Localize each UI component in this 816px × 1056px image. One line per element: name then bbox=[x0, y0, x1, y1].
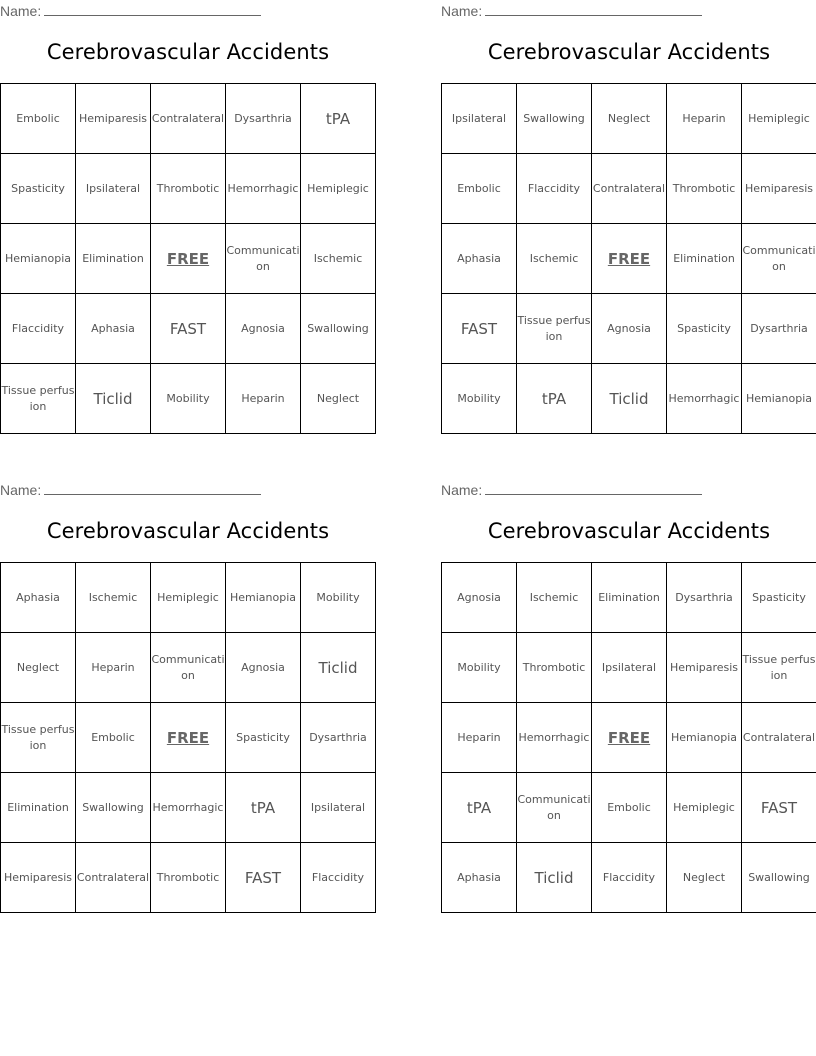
bingo-row bbox=[1, 224, 376, 294]
bingo-cell[interactable]: Ipsilateral bbox=[76, 154, 151, 224]
bingo-cell[interactable]: Agnosia bbox=[226, 294, 301, 364]
free-space-cell[interactable]: FREE bbox=[151, 224, 226, 294]
bingo-cell[interactable]: Thrombotic bbox=[151, 843, 226, 913]
bingo-row bbox=[1, 154, 376, 224]
bingo-cell[interactable]: Flaccidity bbox=[1, 294, 76, 364]
bingo-cell[interactable]: Ischemic bbox=[76, 563, 151, 633]
bingo-cell[interactable]: Embolic bbox=[1, 84, 76, 154]
bingo-row bbox=[1, 364, 376, 434]
bingo-cell[interactable]: Contralateral bbox=[76, 843, 151, 913]
card-title: Cerebrovascular Accidents bbox=[46, 519, 330, 543]
bingo-cell[interactable]: Spasticity bbox=[226, 703, 301, 773]
bingo-cell[interactable]: Agnosia bbox=[592, 294, 667, 364]
bingo-cell[interactable]: Hemorrhagic bbox=[667, 364, 742, 434]
bingo-cell[interactable]: Contralateral bbox=[742, 703, 816, 773]
bingo-cell[interactable]: Hemorrhagic bbox=[151, 773, 226, 843]
bingo-grid bbox=[0, 83, 376, 434]
bingo-cell[interactable]: Hemiparesis bbox=[742, 154, 816, 224]
bingo-cell[interactable]: Heparin bbox=[226, 364, 301, 434]
bingo-cell[interactable]: Hemianopia bbox=[742, 364, 816, 434]
bingo-cell[interactable]: tPA bbox=[442, 773, 517, 843]
bingo-cell[interactable]: Hemiparesis bbox=[1, 843, 76, 913]
bingo-row bbox=[1, 703, 376, 773]
bingo-cell[interactable]: Hemiparesis bbox=[76, 84, 151, 154]
bingo-cell[interactable]: Aphasia bbox=[1, 563, 76, 633]
bingo-row bbox=[442, 154, 816, 224]
bingo-row bbox=[442, 224, 816, 294]
bingo-cell[interactable]: Hemiparesis bbox=[667, 633, 742, 703]
card-title: Cerebrovascular Accidents bbox=[487, 519, 771, 543]
bingo-cell[interactable]: Hemiplegic bbox=[151, 563, 226, 633]
bingo-cell[interactable]: Ischemic bbox=[301, 224, 376, 294]
bingo-cell[interactable]: Spasticity bbox=[742, 563, 816, 633]
bingo-cell[interactable]: Heparin bbox=[442, 703, 517, 773]
bingo-row bbox=[1, 773, 376, 843]
bingo-cell[interactable]: Dysarthria bbox=[226, 84, 301, 154]
bingo-row bbox=[1, 843, 376, 913]
bingo-row bbox=[1, 633, 376, 703]
bingo-cell[interactable]: Elimination bbox=[1, 773, 76, 843]
name-label: Name: bbox=[0, 3, 42, 19]
bingo-grid bbox=[441, 562, 816, 913]
card-title: Cerebrovascular Accidents bbox=[487, 40, 771, 64]
bingo-cell[interactable]: Agnosia bbox=[226, 633, 301, 703]
bingo-cell[interactable]: Thrombotic bbox=[151, 154, 226, 224]
bingo-cell[interactable]: Tissue perfusion bbox=[517, 294, 592, 364]
free-space-cell[interactable]: FREE bbox=[151, 703, 226, 773]
bingo-cell[interactable]: tPA bbox=[226, 773, 301, 843]
bingo-cell[interactable]: Embolic bbox=[442, 154, 517, 224]
free-space-cell[interactable]: FREE bbox=[592, 703, 667, 773]
bingo-cell[interactable]: Thrombotic bbox=[517, 633, 592, 703]
bingo-cell[interactable]: Elimination bbox=[76, 224, 151, 294]
bingo-cell[interactable]: Flaccidity bbox=[517, 154, 592, 224]
name-label: Name: bbox=[441, 482, 483, 498]
bingo-cell[interactable]: Tissue perfusion bbox=[1, 703, 76, 773]
bingo-cell[interactable]: Aphasia bbox=[442, 843, 517, 913]
bingo-cell[interactable]: Mobility bbox=[442, 633, 517, 703]
bingo-cell[interactable]: Elimination bbox=[592, 563, 667, 633]
bingo-row bbox=[1, 294, 376, 364]
bingo-cell[interactable]: Hemiplegic bbox=[742, 84, 816, 154]
bingo-cell[interactable]: Communication bbox=[742, 224, 816, 294]
bingo-cell[interactable]: Communication bbox=[151, 633, 226, 703]
bingo-cell[interactable]: Neglect bbox=[592, 84, 667, 154]
bingo-cell[interactable]: Dysarthria bbox=[667, 563, 742, 633]
card-title: Cerebrovascular Accidents bbox=[46, 40, 330, 64]
name-field[interactable] bbox=[0, 2, 261, 19]
bingo-cell[interactable]: Ticlid bbox=[301, 633, 376, 703]
bingo-row bbox=[442, 563, 816, 633]
bingo-cell[interactable]: Heparin bbox=[667, 84, 742, 154]
bingo-cell[interactable]: Contralateral bbox=[151, 84, 226, 154]
bingo-cell[interactable]: Tissue perfusion bbox=[742, 633, 816, 703]
name-label: Name: bbox=[441, 3, 483, 19]
bingo-cell[interactable]: Flaccidity bbox=[592, 843, 667, 913]
name-blank-line[interactable] bbox=[44, 481, 261, 495]
bingo-cell[interactable]: Spasticity bbox=[667, 294, 742, 364]
bingo-row bbox=[442, 703, 816, 773]
name-field[interactable] bbox=[441, 481, 702, 498]
bingo-cell[interactable]: Dysarthria bbox=[742, 294, 816, 364]
bingo-cell[interactable]: Embolic bbox=[76, 703, 151, 773]
bingo-row bbox=[442, 633, 816, 703]
bingo-cell[interactable]: Hemorrhagic bbox=[226, 154, 301, 224]
bingo-cell[interactable]: Swallowing bbox=[742, 843, 816, 913]
bingo-cell[interactable]: Neglect bbox=[301, 364, 376, 434]
bingo-cell[interactable]: Mobility bbox=[301, 563, 376, 633]
bingo-cell[interactable]: Ipsilateral bbox=[301, 773, 376, 843]
free-space-cell[interactable]: FREE bbox=[592, 224, 667, 294]
bingo-cell[interactable]: Ischemic bbox=[517, 224, 592, 294]
bingo-cell[interactable]: Mobility bbox=[151, 364, 226, 434]
bingo-cell[interactable]: Ipsilateral bbox=[442, 84, 517, 154]
bingo-cell[interactable]: Thrombotic bbox=[667, 154, 742, 224]
bingo-cell[interactable]: Ticlid bbox=[517, 843, 592, 913]
name-field[interactable] bbox=[0, 481, 261, 498]
bingo-grid bbox=[441, 83, 816, 434]
bingo-cell[interactable]: Elimination bbox=[667, 224, 742, 294]
bingo-cell[interactable]: Ticlid bbox=[592, 364, 667, 434]
bingo-cell[interactable]: Hemiplegic bbox=[667, 773, 742, 843]
bingo-row bbox=[1, 563, 376, 633]
bingo-cell[interactable]: Hemianopia bbox=[226, 563, 301, 633]
bingo-cell[interactable]: Ipsilateral bbox=[592, 633, 667, 703]
bingo-cell[interactable]: Heparin bbox=[76, 633, 151, 703]
bingo-cell[interactable]: Mobility bbox=[442, 364, 517, 434]
bingo-row bbox=[442, 773, 816, 843]
bingo-cell[interactable]: Neglect bbox=[667, 843, 742, 913]
bingo-row bbox=[442, 843, 816, 913]
bingo-cell[interactable]: FAST bbox=[151, 294, 226, 364]
bingo-cell[interactable]: Flaccidity bbox=[301, 843, 376, 913]
bingo-cell[interactable]: Spasticity bbox=[1, 154, 76, 224]
bingo-row bbox=[442, 294, 816, 364]
bingo-cell[interactable]: FAST bbox=[742, 773, 816, 843]
bingo-cell[interactable]: Aphasia bbox=[76, 294, 151, 364]
bingo-cell[interactable]: Dysarthria bbox=[301, 703, 376, 773]
bingo-cell[interactable]: Hemianopia bbox=[1, 224, 76, 294]
bingo-cell[interactable]: Ischemic bbox=[517, 563, 592, 633]
bingo-cell[interactable]: Tissue perfusion bbox=[1, 364, 76, 434]
bingo-cell[interactable]: Hemorrhagic bbox=[517, 703, 592, 773]
bingo-row bbox=[442, 364, 816, 434]
name-blank-line[interactable] bbox=[44, 2, 261, 16]
bingo-cell[interactable]: Contralateral bbox=[592, 154, 667, 224]
bingo-cell[interactable]: Swallowing bbox=[301, 294, 376, 364]
name-field[interactable] bbox=[441, 2, 702, 19]
bingo-cell[interactable]: tPA bbox=[517, 364, 592, 434]
bingo-cell[interactable]: tPA bbox=[301, 84, 376, 154]
bingo-cell[interactable]: Swallowing bbox=[76, 773, 151, 843]
bingo-row bbox=[1, 84, 376, 154]
bingo-cell[interactable]: Agnosia bbox=[442, 563, 517, 633]
bingo-cell[interactable]: Neglect bbox=[1, 633, 76, 703]
name-label: Name: bbox=[0, 482, 42, 498]
bingo-cell[interactable]: Communication bbox=[226, 224, 301, 294]
bingo-cell[interactable]: FAST bbox=[226, 843, 301, 913]
bingo-row bbox=[442, 84, 816, 154]
bingo-grid bbox=[0, 562, 376, 913]
bingo-cell[interactable]: Swallowing bbox=[517, 84, 592, 154]
name-blank-line[interactable] bbox=[485, 2, 702, 16]
name-blank-line[interactable] bbox=[485, 481, 702, 495]
bingo-cell[interactable]: Aphasia bbox=[442, 224, 517, 294]
bingo-cell[interactable]: Embolic bbox=[592, 773, 667, 843]
bingo-cell[interactable]: Hemianopia bbox=[667, 703, 742, 773]
bingo-cell[interactable]: Ticlid bbox=[76, 364, 151, 434]
bingo-cell[interactable]: FAST bbox=[442, 294, 517, 364]
bingo-cell[interactable]: Communication bbox=[517, 773, 592, 843]
bingo-cell[interactable]: Hemiplegic bbox=[301, 154, 376, 224]
